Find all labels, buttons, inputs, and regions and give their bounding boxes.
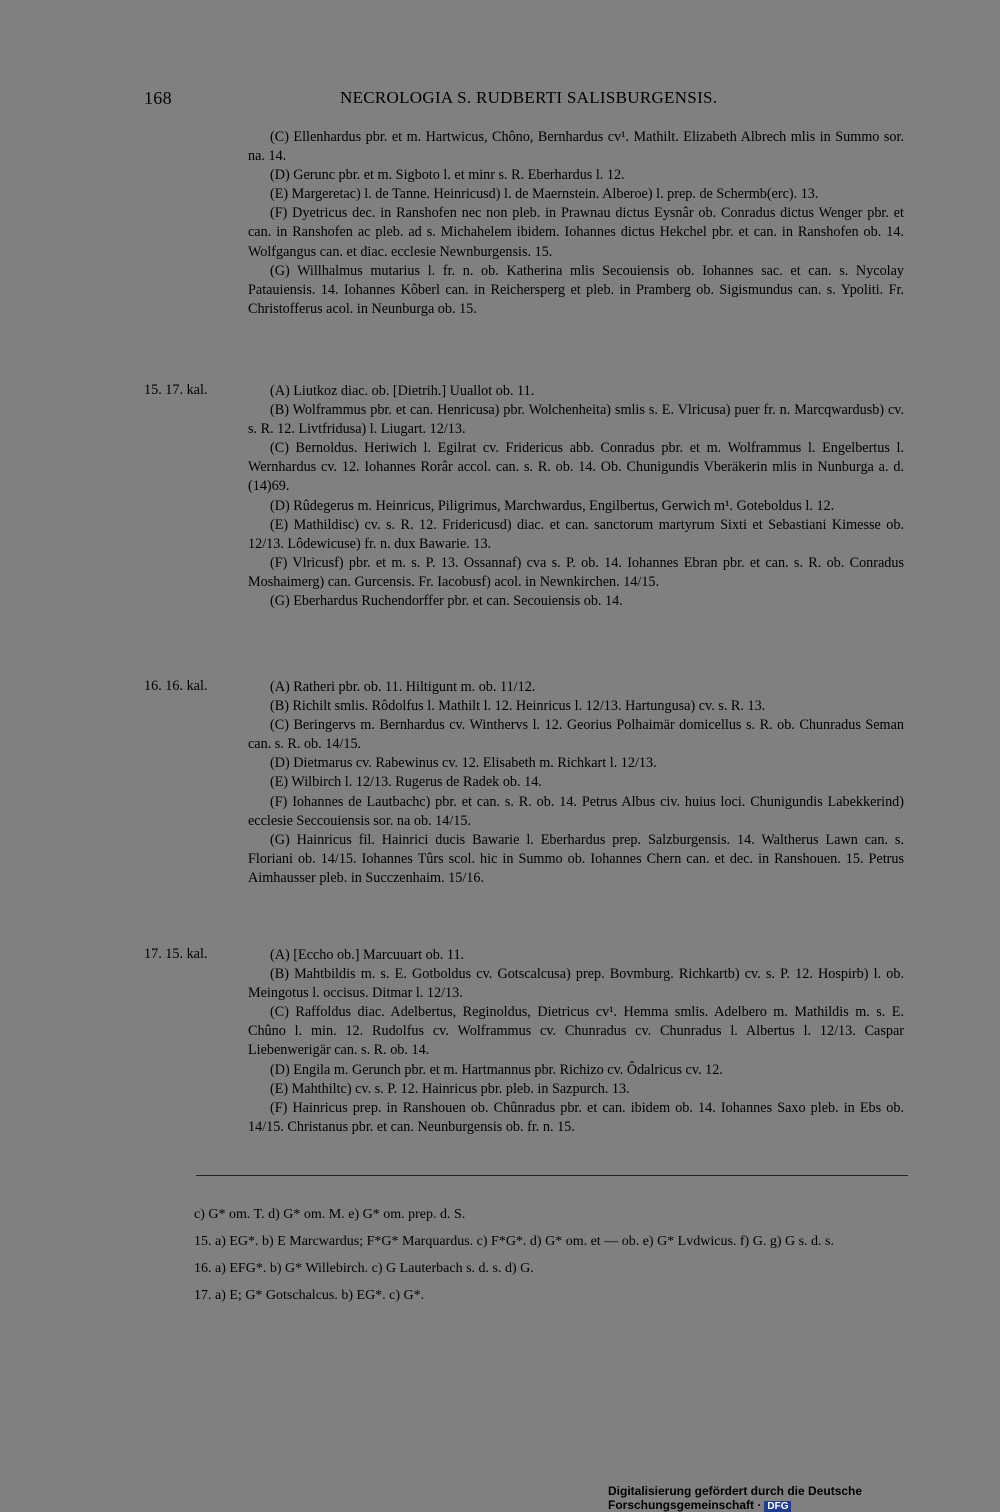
entry-block-16 [248, 678, 904, 888]
entry-block-17 [248, 946, 904, 1137]
entry-line: (B) Mahtbildis m. s. E. Gotboldus cv. Gotscalcusa) prep. Bovmburg. Richkartb) cv. s. P. 12. Hospirb) l. ob. Meingotus l. occisus. Ditmar l. 12/13. [248, 966, 904, 1002]
entry-line: (C) Raffoldus diac. Adelbertus, Reginoldus, Dietricus cv¹. Hemma smlis. Adelbero m. Mathildis m. s. E. Chûno l. min. 12. Rudolfus cv. Wolframmus cv. Chunradus cv. Chunradus l. Albertus l. 12/13. Caspar Liebenwerigär can. s. R. ob. 14. [248, 1004, 904, 1059]
entry-line: (G) Hainricus fil. Hainrici ducis Bawarie l. Eberhardus prep. Salzburgensis. 14. Waltherus Lawn can. s. Floriani ob. 14/15. Iohannes Tûrs scol. hic in Summo ob. Iohannes Chern can. et dec. in Ranshouen. 15. Petrus Aimhausser pleb. in Succzenhaim. 15/16. [248, 831, 904, 886]
footnote-line: 16. a) EFG*. b) G* Willebirch. c) G Lauterbach s. d. s. d) G. [194, 1261, 534, 1276]
footnotes [144, 1205, 910, 1313]
footnote-divider [196, 1175, 908, 1176]
entry-line: (G) Eberhardus Ruchendorffer pbr. et can. Secouiensis ob. 14. [270, 593, 623, 610]
entry-line: (E) Wilbirch l. 12/13. Rugerus de Radek ob. 14. [270, 774, 542, 791]
entry-line: (A) [Eccho ob.] Marcuuart ob. 11. [270, 947, 465, 963]
entry-block-15 [248, 382, 904, 611]
entry-line: (E) Mahthiltc) cv. s. P. 12. Hainricus pbr. pleb. in Sazpurch. 13. [270, 1080, 630, 1097]
date-label-17: 17. 15. kal. [144, 946, 208, 962]
entry-line: (D) Gerunc pbr. et m. Sigboto l. et minr s. R. Eberhardus l. 12. [270, 167, 625, 184]
entry-line: (F) Hainricus prep. in Ranshouen ob. Chûnradus pbr. et can. ibidem ob. 14. Iohannes Saxo pleb. in Ebs ob. 14/15. Christanus pbr. et can. Neunburgensis ob. fr. n. 15. [248, 1099, 904, 1135]
entry-line: (E) Margeretac) l. de Tanne. Heinricusd) l. de Maernstein. Alberoe) l. prep. de Schermb(erc). 13. [270, 186, 819, 203]
date-label-16: 16. 16. kal. [144, 678, 208, 694]
running-title: NECROLOGIA S. RUDBERTI SALISBURGENSIS. [340, 88, 718, 107]
entry-line: (B) Richilt smlis. Rôdolfus l. Mathilt l. 12. Heinricus l. 12/13. Hartungusa) cv. s. R. 13. [270, 698, 766, 715]
footnote-line: 15. a) EG*. b) E Marcwardus; F*G* Marquardus. c) F*G*. d) G* om. et — ob. e) G* Lvdwicus. f) G. g) G s. d. s. [194, 1234, 835, 1249]
entry-line: (B) Wolframmus pbr. et can. Henricusa) pbr. Wolchenheita) smlis s. E. Vlricusa) puer fr. n. Marcqwardusb) cv. s. R. 12. Livtfridusa) l. Liugart. 12/13. [248, 402, 904, 438]
entry-line: (C) Bernoldus. Heriwich l. Egilrat cv. Fridericus abb. Conradus pbr. et m. Wolframmus l. Engelbertus l. Wernhardus cv. 12. Iohannes Rorâr accol. can. s. R. ob. 14. Ob. Chunigundis Vberäkerin mlis in Nunburga a. d. (14)69. [248, 440, 904, 495]
entry-line: (F) Iohannes de Lautbachc) pbr. et can. s. R. ob. 14. Petrus Albus civ. huius loci. Chunigundis Labekkerind) ecclesie Seccouiensis sor. na ob. 14/15. [248, 793, 904, 829]
entry-block-continuation [248, 128, 904, 319]
entry-line: (D) Dietmarus cv. Rabewinus cv. 12. Elisabeth m. Richkart l. 12/13. [270, 755, 657, 772]
dfg-logo: DFG [764, 1501, 791, 1512]
footnote-line: 17. a) E; G* Gotschalcus. b) EG*. c) G*. [194, 1288, 425, 1303]
funding-footer [608, 1484, 1000, 1512]
entry-line: (F) Dyetricus dec. in Ranshofen nec non pleb. in Prawnau dictus Eysnâr ob. Conradus dictus Wenger pbr. et can. in Ranshofen ac pleb. ad s. Michahelem ibidem. Iohannes dictus Hekchel pbr. et can. in Ranshofen ob. 14. Wolfgangus can. et diac. ecclesie Newnburgensis. 15. [248, 205, 904, 260]
entry-line: (A) Ratheri pbr. ob. 11. Hiltigunt m. ob. 11/12. [270, 679, 536, 695]
entry-line: (A) Liutkoz diac. ob. [Dietrih.] Uuallot ob. 11. [270, 383, 535, 399]
page-number: 168 [144, 88, 172, 108]
date-label-15: 15. 17. kal. [144, 382, 208, 398]
entry-line: (E) Mathildisc) cv. s. R. 12. Fridericusd) diac. et can. sanctorum martyrum Sixti et Sebastiani Kimesse ob. 12/13. Lôdewicuse) fr. n. dux Bawarie. 13. [248, 516, 904, 552]
entry-line: (C) Beringervs m. Bernhardus cv. Winthervs l. 12. Georius Polhaimär domicellus s. R. ob. Chunradus Seman can. s. R. ob. 14/15. [248, 717, 904, 753]
entry-line: (G) Willhalmus mutarius l. fr. n. ob. Katherina mlis Secouiensis ob. Iohannes sac. et can. s. Nycolay Patauiensis. 14. Iohannes Kôberl can. in Reichersperg et pleb. in Pramberg ob. Sigismundus can. s. Ypoliti. Fr. Christofferus acol. in Neunburga ob. 15. [248, 262, 904, 317]
entry-line: (D) Engila m. Gerunch pbr. et m. Hartmannus pbr. Richizo cv. Ôdalricus cv. 12. [270, 1061, 723, 1078]
entry-line: (D) Rûdegerus m. Heinricus, Piligrimus, Marchwardus, Engilbertus, Gerwich m¹. Goteboldus l. 12. [270, 497, 835, 514]
footnote-line: c) G* om. T. d) G* om. M. e) G* om. prep. d. S. [194, 1207, 466, 1222]
entry-line: (F) Vlricusf) pbr. et m. s. P. 13. Ossannaf) cva s. P. ob. 14. Iohannes Ebran pbr. et can. s. R. ob. Conradus Moshaimerg) can. Gurcensis. Fr. Iacobusf) acol. in Newnkirchen. 14/15. [248, 554, 904, 590]
footer-text: Digitalisierung gefördert durch die Deutsche Forschungsgemeinschaft · [608, 1484, 863, 1512]
entry-line: (C) Ellenhardus pbr. et m. Hartwicus, Chôno, Bernhardus cv¹. Mathilt. Elizabeth Albrech mlis in Summo sor. na. 14. [248, 129, 904, 165]
